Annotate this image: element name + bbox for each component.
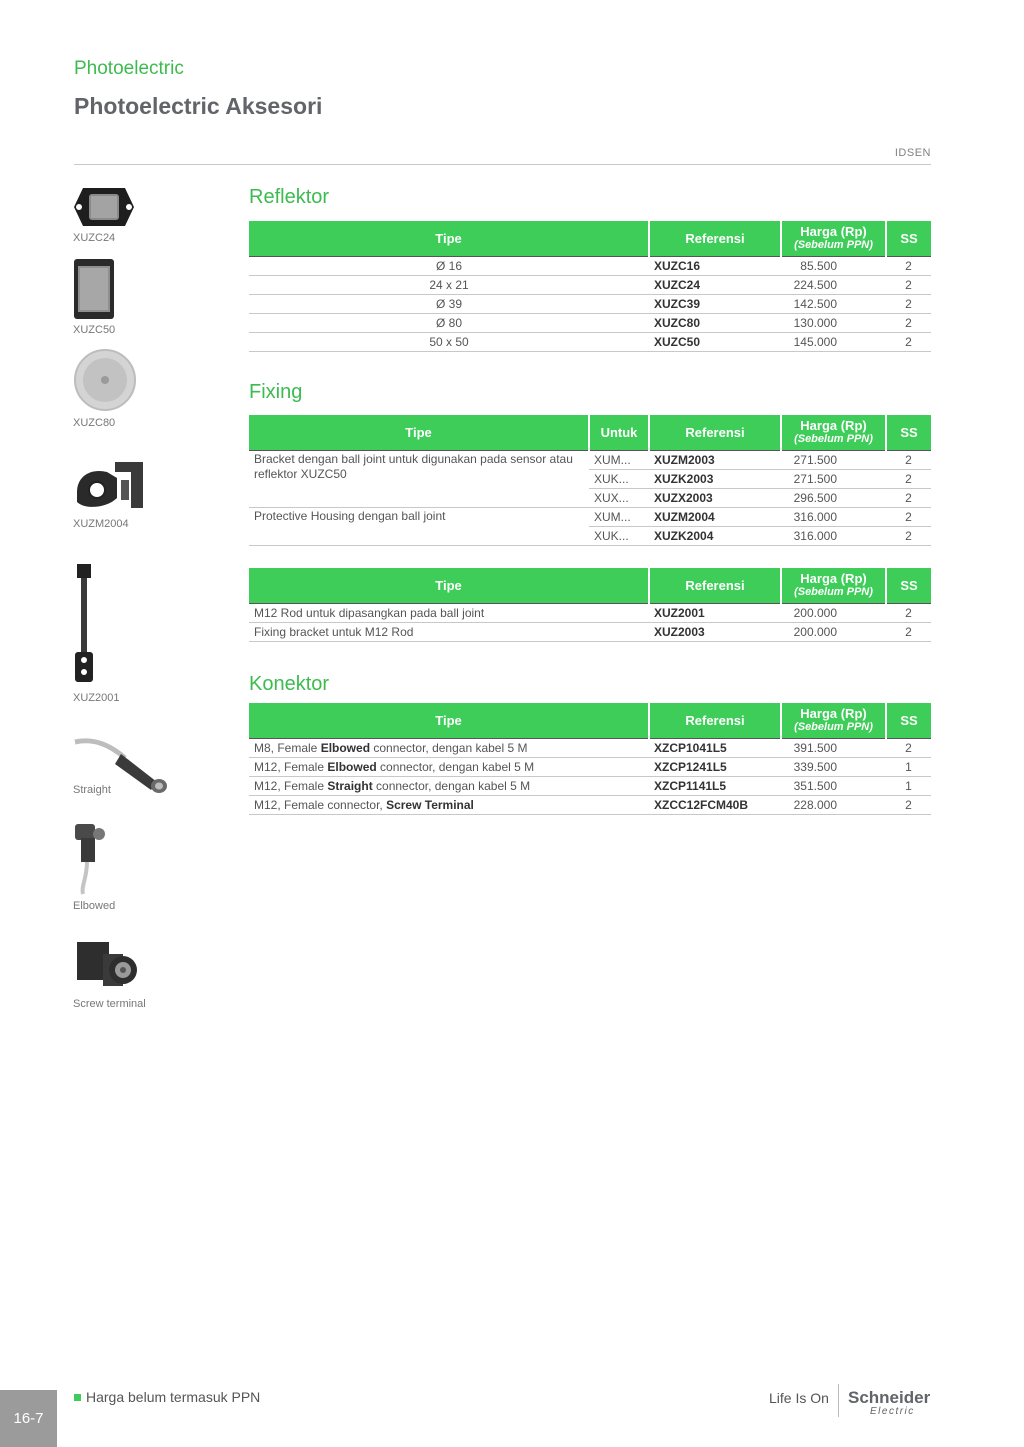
cell-harga: 271.500 <box>781 469 886 488</box>
col-header-ss: SS <box>886 415 931 450</box>
harga-label: Harga (Rp) <box>800 570 867 586</box>
reflector-round-icon <box>73 348 137 412</box>
table-row <box>249 795 931 814</box>
cell-referensi: XUZM2003 <box>649 450 781 469</box>
cell-ss: 2 <box>886 313 931 332</box>
col-header-tipe: Tipe <box>249 568 649 603</box>
table-row <box>249 622 931 641</box>
cell-harga: 200.000 <box>781 622 886 641</box>
harga-label: Harga (Rp) <box>800 705 867 721</box>
cell-harga: 142.500 <box>781 294 886 313</box>
table-row <box>249 507 931 526</box>
table-header-row <box>249 415 931 450</box>
col-header-referensi: Referensi <box>649 568 781 603</box>
footer-note-text: Harga belum termasuk PPN <box>86 1389 261 1405</box>
table-row <box>249 332 931 351</box>
sidebar-caption: XUZC50 <box>73 324 116 336</box>
tipe-pre: M8, Female <box>254 740 321 755</box>
cell-referensi: XZCP1241L5 <box>649 757 781 776</box>
cell-ss: 2 <box>886 622 931 641</box>
reflektor-table <box>249 221 931 352</box>
harga-sublabel: (Sebelum PPN) <box>794 585 873 598</box>
cell-tipe <box>249 795 649 814</box>
cell-untuk: XUK... <box>589 469 649 488</box>
col-header-tipe: Tipe <box>249 415 589 450</box>
sidebar-caption: XUZC80 <box>73 417 116 429</box>
cell-ss: 2 <box>886 450 931 469</box>
cell-tipe: Ø 39 <box>249 294 649 313</box>
sidebar-caption: XUZM2004 <box>73 518 129 530</box>
sidebar-item-elbowed <box>73 822 193 916</box>
sidebar-caption: XUZ2001 <box>73 692 120 704</box>
sidebar-item-xuzc80 <box>73 348 193 434</box>
cell-ss: 1 <box>886 757 931 776</box>
table-row <box>249 256 931 275</box>
sidebar-item-xuz2001 <box>73 562 193 708</box>
cell-tipe: 50 x 50 <box>249 332 649 351</box>
rod-table <box>249 568 931 642</box>
table-row <box>249 275 931 294</box>
table-header-row <box>249 221 931 256</box>
cell-harga: 130.000 <box>781 313 886 332</box>
table-row <box>249 757 931 776</box>
harga-label: Harga (Rp) <box>800 223 867 239</box>
cell-harga: 296.500 <box>781 488 886 507</box>
sidebar-caption: Straight <box>73 784 111 796</box>
cell-tipe <box>249 757 649 776</box>
tipe-post: connector, dengan kabel 5 M <box>370 740 528 755</box>
page-title: Photoelectric Aksesori <box>74 93 323 119</box>
rod-icon <box>73 562 95 686</box>
cell-ss: 2 <box>886 294 931 313</box>
cell-referensi: XUZC16 <box>649 256 781 275</box>
cell-referensi: XZCP1041L5 <box>649 738 781 757</box>
tipe-bold: Straight <box>327 778 373 793</box>
cell-referensi: XUZ2003 <box>649 622 781 641</box>
reflector-rect-icon <box>73 184 135 230</box>
cell-referensi: XUZC24 <box>649 275 781 294</box>
section-kicker: Photoelectric <box>74 58 184 79</box>
cell-referensi: XUZK2003 <box>649 469 781 488</box>
cell-ss: 2 <box>886 795 931 814</box>
konektor-table <box>249 703 931 815</box>
cell-referensi: XUZK2004 <box>649 526 781 545</box>
cell-tipe: M12 Rod untuk dipasangkan pada ball joint <box>249 603 649 622</box>
cell-harga: 351.500 <box>781 776 886 795</box>
screw-terminal-icon <box>73 936 139 992</box>
sidebar-item-xuzm2004 <box>73 458 193 534</box>
table-header-row <box>249 568 931 603</box>
tipe-pre: M12, Female connector, <box>254 797 387 812</box>
tipe-bold: Elbowed <box>320 740 371 755</box>
cell-harga: 224.500 <box>781 275 886 294</box>
harga-sublabel: (Sebelum PPN) <box>794 720 873 733</box>
page-number: 16-7 <box>0 1390 57 1447</box>
sidebar-item-straight <box>73 734 193 798</box>
col-header-referensi: Referensi <box>649 703 781 738</box>
cell-ss: 2 <box>886 526 931 545</box>
sidebar-item-xuzc50 <box>73 258 193 342</box>
cell-ss: 2 <box>886 507 931 526</box>
sidebar-caption: XUZC24 <box>73 232 116 244</box>
tipe-pre: M12, Female <box>254 778 328 793</box>
harga-sublabel: (Sebelum PPN) <box>794 238 873 251</box>
col-header-tipe: Tipe <box>249 221 649 256</box>
bracket-icon <box>73 458 149 514</box>
cell-harga: 200.000 <box>781 603 886 622</box>
catalog-code: IDSEN <box>894 147 931 159</box>
bullet-square-icon <box>74 1394 81 1401</box>
header-divider <box>74 164 931 165</box>
cell-harga: 271.500 <box>781 450 886 469</box>
col-header-referensi: Referensi <box>649 221 781 256</box>
cable-elbowed-icon <box>73 822 109 896</box>
cell-referensi: XUZC39 <box>649 294 781 313</box>
cell-harga: 339.500 <box>781 757 886 776</box>
col-header-tipe: Tipe <box>249 703 649 738</box>
table-row <box>249 603 931 622</box>
cell-ss: 2 <box>886 332 931 351</box>
cell-ss: 2 <box>886 738 931 757</box>
tipe-bold: Screw Terminal <box>386 797 474 812</box>
cell-ss: 2 <box>886 256 931 275</box>
col-header-referensi: Referensi <box>649 415 781 450</box>
col-header-harga <box>781 415 886 450</box>
brand-divider <box>838 1384 839 1417</box>
section-title-fixing: Fixing <box>249 381 303 403</box>
tagline: Life Is On <box>769 1390 829 1406</box>
sidebar-item-xuzc24 <box>73 184 193 250</box>
table-row <box>249 313 931 332</box>
cell-referensi: XUZC80 <box>649 313 781 332</box>
brand-logo-sub: Electric <box>870 1406 915 1417</box>
cell-harga: 228.000 <box>781 795 886 814</box>
cell-tipe: Ø 16 <box>249 256 649 275</box>
col-header-harga <box>781 703 886 738</box>
sidebar-caption: Screw terminal <box>73 998 146 1010</box>
cell-untuk: XUX... <box>589 488 649 507</box>
cell-tipe: Fixing bracket untuk M12 Rod <box>249 622 649 641</box>
table-row <box>249 294 931 313</box>
tipe-bold: Elbowed <box>327 759 377 774</box>
cell-referensi: XUZC50 <box>649 332 781 351</box>
reflector-square-icon <box>73 258 117 320</box>
table-header-row <box>249 703 931 738</box>
cell-ss: 2 <box>886 603 931 622</box>
cell-referensi: XUZM2004 <box>649 507 781 526</box>
col-header-harga <box>781 221 886 256</box>
cell-ss: 2 <box>886 488 931 507</box>
cell-ss: 2 <box>886 275 931 294</box>
cell-untuk: XUM... <box>589 507 649 526</box>
sidebar-caption: Elbowed <box>73 900 116 912</box>
cell-referensi: XZCC12FCM40B <box>649 795 781 814</box>
cell-untuk: XUK... <box>589 526 649 545</box>
cell-referensi: XUZ2001 <box>649 603 781 622</box>
cell-ss: 1 <box>886 776 931 795</box>
section-title-konektor: Konektor <box>249 673 330 695</box>
cell-harga: 85.500 <box>781 256 886 275</box>
sidebar-item-screw-terminal <box>73 936 193 1012</box>
brand-logo: Schneider <box>848 1388 931 1407</box>
table-row <box>249 776 931 795</box>
cell-referensi: XUZX2003 <box>649 488 781 507</box>
cell-referensi: XZCP1141L5 <box>649 776 781 795</box>
fixing-table <box>249 415 931 546</box>
cell-untuk: XUM... <box>589 450 649 469</box>
col-header-ss: SS <box>886 703 931 738</box>
tipe-pre: M12, Female <box>254 759 328 774</box>
col-header-ss: SS <box>886 221 931 256</box>
cell-tipe <box>249 738 649 757</box>
cell-harga: 316.000 <box>781 507 886 526</box>
table-row <box>249 738 931 757</box>
cell-harga: 391.500 <box>781 738 886 757</box>
col-header-ss: SS <box>886 568 931 603</box>
cell-tipe <box>249 776 649 795</box>
col-header-harga <box>781 568 886 603</box>
cell-tipe: Bracket dengan ball joint untuk digunakan pada sensor atau reflektor XUZC50 <box>249 450 589 507</box>
cell-tipe: 24 x 21 <box>249 275 649 294</box>
tipe-post: connector, dengan kabel 5 M <box>372 778 531 793</box>
cell-harga: 145.000 <box>781 332 886 351</box>
table-row <box>249 450 931 469</box>
cell-tipe: Ø 80 <box>249 313 649 332</box>
cell-harga: 316.000 <box>781 526 886 545</box>
footer-note <box>74 1389 260 1405</box>
cell-tipe: Protective Housing dengan ball joint <box>249 507 589 545</box>
harga-label: Harga (Rp) <box>800 417 867 433</box>
cell-ss: 2 <box>886 469 931 488</box>
section-title-reflektor: Reflektor <box>249 186 330 208</box>
col-header-untuk: Untuk <box>589 415 649 450</box>
tipe-post: connector, dengan kabel 5 M <box>376 759 535 774</box>
harga-sublabel: (Sebelum PPN) <box>794 432 873 445</box>
